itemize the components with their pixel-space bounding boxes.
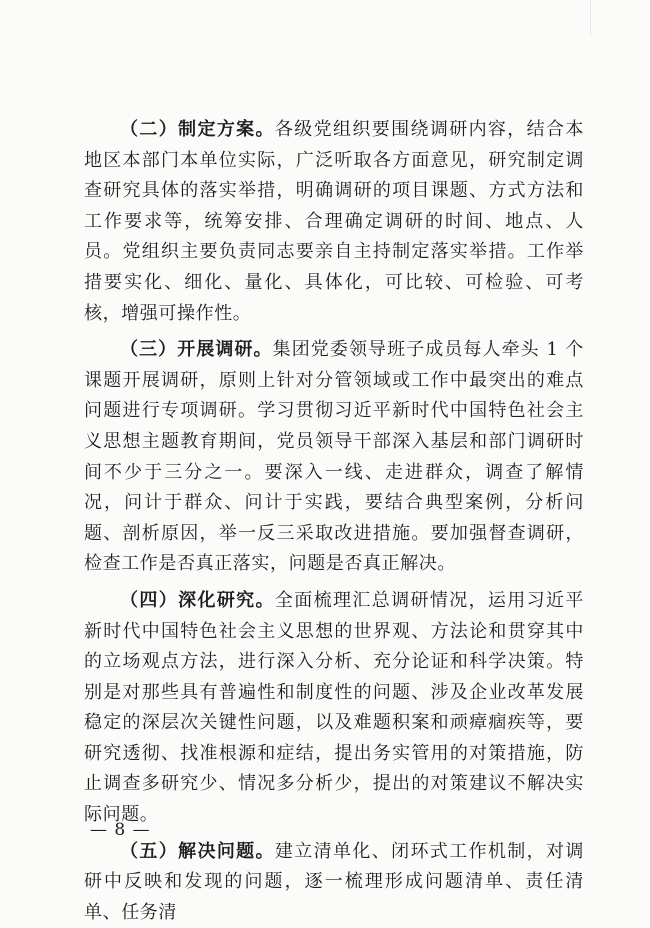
paragraph-heading: （四）深化研究。 bbox=[120, 589, 275, 611]
fold-line bbox=[590, 0, 591, 36]
paragraph-conduct-research bbox=[84, 335, 584, 580]
page-number: — 8 — bbox=[90, 820, 151, 840]
paragraph-heading: （二）制定方案。 bbox=[120, 119, 275, 140]
paragraph-heading: （五）解决问题。 bbox=[120, 840, 275, 862]
document-body bbox=[84, 115, 584, 928]
paragraph-text: 建立清单化、闭环式工作机制，对调研中反映和发现的问题，逐一梳理形成问题清单、责任清单、任务清 bbox=[84, 840, 584, 923]
paragraph-text: 集团党委领导班子成员每人牵头 1 个课题开展调研，原则上针对分管领域或工作中最突出的难点问题进行专项调研。学习贯彻习近平新时代中国特色社会主义思想主题教育期间，党员领导干部深入基层和部门调研时间不少于三分之一。要深入一线、走进群众，调查了解情况，问计于群众、问计于实践，要结合典型案例，分析问题、剖析原因，举一反三采取改进措施。要加强督查调研，检查工作是否真正落实，问题是否真正解决。 bbox=[84, 339, 584, 575]
paragraph-heading: （三）开展调研。 bbox=[120, 339, 273, 361]
paragraph-text: 全面梳理汇总调研情况，运用习近平新时代中国特色社会主义思想的世界观、方法论和贯穿其中的立场观点方法，进行深入分析、充分论证和科学决策。特别是对那些具有普遍性和制度性的问题、涉及企业改革发展稳定的深层次关键性问题，以及难题积案和顽瘴痼疾等，要研究透彻、找准根源和症结，提出务实管用的对策措施，防止调查多研究少、情况多分析少，提出的对策建议不解决实际问题。 bbox=[84, 589, 584, 826]
paragraph-solve-problems bbox=[84, 837, 584, 928]
paragraph-text: 各级党组织要围绕调研内容，结合本地区本部门本单位实际，广泛听取各方面意见，研究制定调查研究具体的落实举措，明确调研的项目课题、方式方法和工作要求等，统筹安排、合理确定调研的时间、地点、人员。党组织主要负责同志要亲自主持制定落实举措。工作举措要实化、细化、量化、具体化，可比较、可检验、可考核，增强可操作性。 bbox=[84, 119, 584, 324]
paragraph-deepen-study bbox=[84, 586, 584, 831]
paragraph-formulate-plan bbox=[84, 115, 584, 329]
